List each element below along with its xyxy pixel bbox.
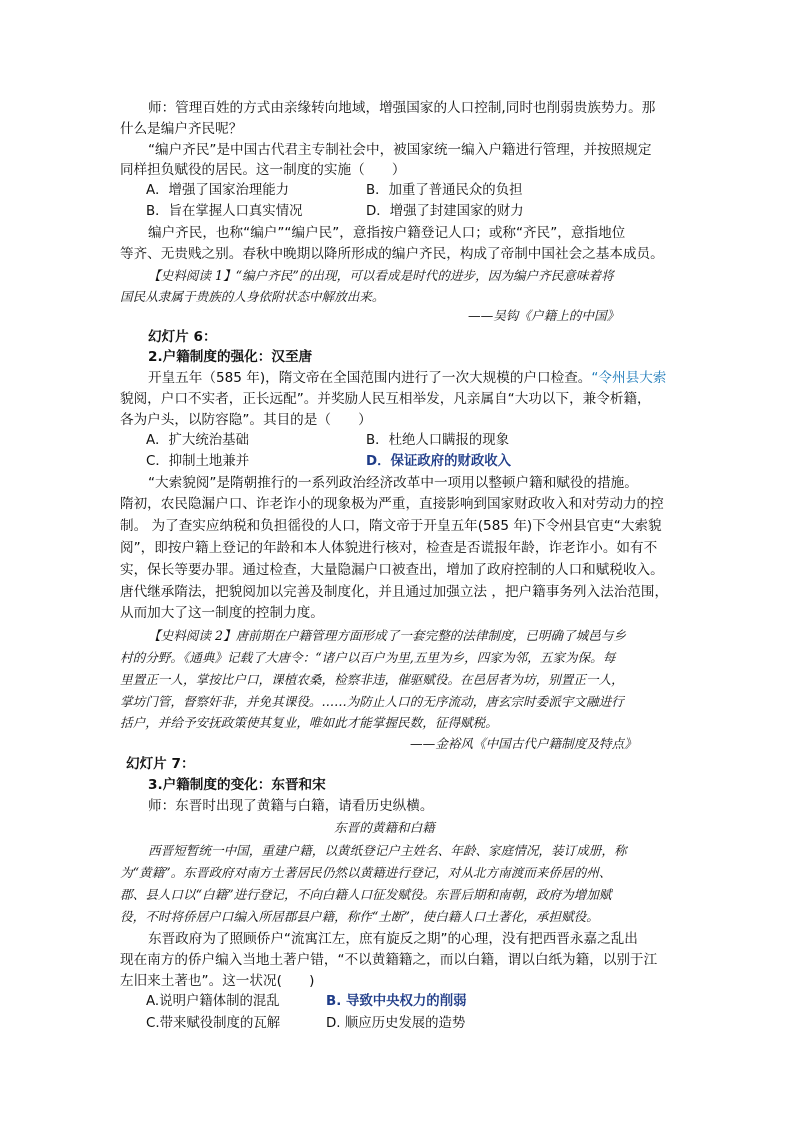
option-a: A．增强了国家治理能力 <box>146 183 290 198</box>
source-reading-line: 村的分野。《通典》记载了大唐令：“诸户以百户为里,五里为乡，四家为邻，五家为保。每 <box>120 650 616 665</box>
explanation-line: 实，保长等要办罪。通过检查，大量隐漏户口被查出，增加了政府控制的人口和赋税收入。 <box>120 562 664 578</box>
source-reading-line: 【史料阅读 1】“编户齐民”的出现，可以看成是时代的进步，因为编户齐民意味着将 <box>148 268 614 283</box>
explanation-line: 等齐、无贵贱之别。春秋中晚期以降所形成的编户齐民，构成了帝制中国社会之基本成员。 <box>120 246 664 262</box>
option-a: A.说明户籍体制的混乱 <box>146 994 280 1009</box>
source-reading-line: 掌坊门管，督察奸非，并免其课役。……为防止人口的无序流动，唐玄宗时委派宇文融进行 <box>120 694 624 709</box>
source-reading-line: 郡、县人口以“白籍”进行登记，不向白籍人口征发赋役。东晋后期和南朝，政府为增加赋 <box>120 887 612 902</box>
option-d: D．增强了封建国家的财力 <box>366 204 524 219</box>
option-c: C.带来赋役制度的瓦解 <box>146 1016 281 1031</box>
option-b: B．杜绝人口瞒报的现象 <box>366 433 510 448</box>
source-citation: ——金裕风《中国古代户籍制度及特点》 <box>410 736 637 751</box>
slide-label: 幻灯片 6： <box>148 329 217 345</box>
option-d: D. 顺应历史发展的造势 <box>326 1016 466 1031</box>
source-reading-line: 里置正一人，掌按比户口，课植农桑，检察非违，催驱赋役。在邑居者为坊，别置正一人， <box>120 672 624 687</box>
explanation-line: 唐代继承隋法，把貌阅加以完善及制度化，并且通过加强立法 ，把户籍事务列入法治范围， <box>120 584 669 600</box>
option-c: B．旨在掌握人口真实情况 <box>146 204 303 219</box>
box-subtitle: 东晋的黄籍和白籍 <box>334 820 435 835</box>
explanation-line: 从而加大了这一制度的控制力度。 <box>120 605 324 621</box>
question-line <box>148 368 666 388</box>
text-line: 什么是编户齐民呢？ <box>120 121 243 137</box>
section-heading: 3.户籍制度的变化：东晋和宋 <box>148 777 326 793</box>
source-citation: ——吴钩《户籍上的中国》 <box>468 308 620 323</box>
explanation-line: “大索貌阅”是隋朝推行的一系列政治经济改革中一项用以整顿户籍和赋役的措施。 <box>148 475 638 491</box>
source-reading-line: 为“黄籍”。东晋政府对南方土著居民仍然以黄籍进行登记，对从北方南渡而来侨居的州、 <box>120 865 612 880</box>
question-line: 现在南方的侨户编入当地土著户错，“不以黄籍籍之，而以白籍，谓以白纸为籍，以别于江 <box>120 952 658 968</box>
section-heading: 2.户籍制度的强化：汉至唐 <box>148 349 313 365</box>
option-d-answer: D．保证政府的财政收入 <box>366 454 512 469</box>
question-line: 貌阅，户口不实者，正长远配”。并奖励人民互相举发，凡亲属自“大功以下，兼令析籍， <box>120 391 651 407</box>
question-text: 开皇五年（585 年)，隋文帝在全国范围内进行了一次大规模的户口检查。 <box>148 370 592 386</box>
option-c: C．抑制土地兼并 <box>146 454 250 469</box>
option-a: A．扩大统治基础 <box>146 433 249 448</box>
explanation-line: 制。 为了查实应纳税和负担徭役的人口，隋文帝于开皇五年(585 年)下令州县官吏“大索貌 <box>120 518 662 534</box>
source-reading-line: 西晋短暂统一中国，重建户籍，以黄纸登记户主姓名、年龄、家庭情况，装订成册，称 <box>148 843 627 858</box>
text-line: “编户齐民”是中国古代君主专制社会中，被国家统一编入户籍进行管理，并按照规定 <box>148 142 652 158</box>
question-line: 东晋政府为了照顾侨户“流寓江左，庶有旋反之期”的心理，没有把西晋永嘉之乱出 <box>148 931 638 947</box>
question-line: 各为户头，以防容隐”。其目的是（ ） <box>120 412 372 428</box>
source-reading-line: 国民从隶属于贵族的人身依附状态中解放出来。 <box>120 289 385 304</box>
source-reading-line: 【史料阅读 2】唐前期在户籍管理方面形成了一套完整的法律制度，已明确了城邑与乡 <box>148 628 626 643</box>
text-line: 师：管理百姓的方式由亲缘转向地域，增强国家的人口控制,同时也削弱贵族势力。那 <box>148 100 656 116</box>
slide-label: 幻灯片 7： <box>126 756 195 772</box>
text-line: 同样担负赋役的居民。这一制度的实施（ ） <box>120 162 406 178</box>
question-line: 左旧来土著也”。这一状况( ) <box>120 973 315 989</box>
source-reading-line: 役，不时将侨居户口编入所居郡县户籍，称作“土断”，使白籍人口土著化，承担赋役。 <box>120 909 599 924</box>
option-b-answer: B. 导致中央权力的削弱 <box>326 994 467 1009</box>
source-reading-line: 括户，并给予安抚政策使其复业，唯如此才能掌握民数，征得赋税。 <box>120 715 498 730</box>
quoted-text: “令州县大索 <box>591 370 667 386</box>
explanation-line: 阅”，即按户籍上登记的年龄和本人体貌进行核对，检查是否谎报年龄，诈老诈小。如有不 <box>120 540 658 556</box>
explanation-line: 编户齐民，也称“编户”“编户民”，意指按户籍登记人口；或称“齐民”，意指地位 <box>148 225 626 241</box>
explanation-line: 隋初，农民隐漏户口、诈老诈小的现象极为严重，直接影响到国家财政收入和对劳动力的控 <box>120 496 664 512</box>
option-b: B．加重了普通民众的负担 <box>366 183 523 198</box>
intro-line: 师：东晋时出现了黄籍与白籍，请看历史纵横。 <box>148 798 434 814</box>
